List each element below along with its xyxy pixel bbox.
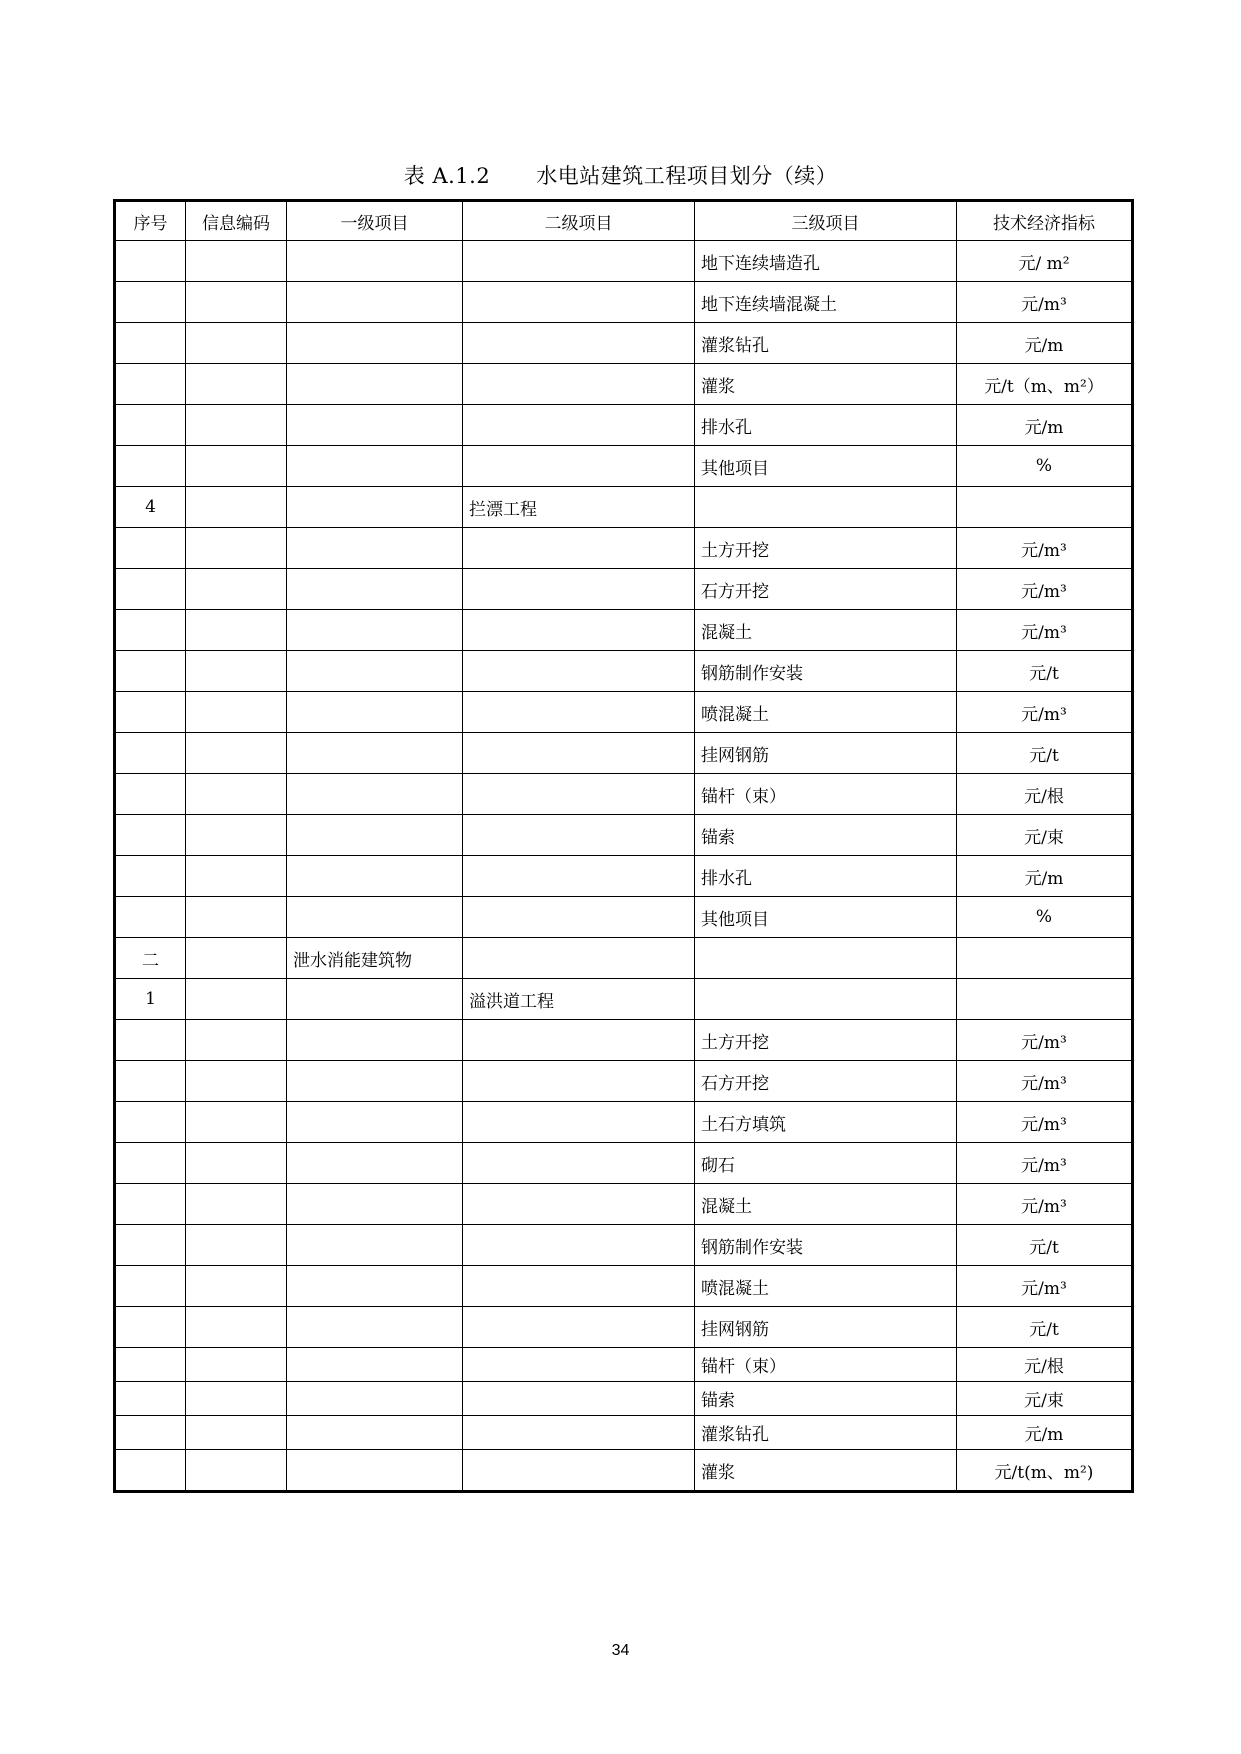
level1-cell (287, 610, 463, 651)
level3-cell: 钢筋制作安装 (695, 1225, 957, 1266)
level2-cell (463, 405, 695, 446)
info-code-cell (186, 364, 287, 405)
header-indicator: 技术经济指标 (957, 201, 1133, 241)
info-code-cell (186, 569, 287, 610)
indicator-cell: 元/t(m、m²) (957, 1450, 1133, 1492)
table-row (115, 979, 1133, 1020)
level2-cell (463, 815, 695, 856)
indicator-cell: 元/m³ (957, 1266, 1133, 1307)
indicator-cell: 元/m (957, 856, 1133, 897)
table-row (115, 241, 1133, 282)
table-header-row (115, 201, 1133, 241)
level3-cell: 钢筋制作安装 (695, 651, 957, 692)
level1-cell (287, 979, 463, 1020)
seq-cell (115, 1307, 186, 1348)
info-code-cell (186, 323, 287, 364)
seq-cell (115, 1143, 186, 1184)
level1-cell (287, 1102, 463, 1143)
table-row (115, 897, 1133, 938)
level2-cell (463, 733, 695, 774)
project-division-table (113, 199, 1134, 1493)
level3-cell: 灌浆 (695, 1450, 957, 1492)
seq-cell (115, 692, 186, 733)
level3-cell: 其他项目 (695, 897, 957, 938)
level1-cell (287, 1184, 463, 1225)
indicator-cell: 元/m³ (957, 692, 1133, 733)
table-row (115, 1020, 1133, 1061)
level2-cell (463, 856, 695, 897)
level2-cell: 拦漂工程 (463, 487, 695, 528)
level1-cell (287, 1416, 463, 1450)
level2-cell (463, 446, 695, 487)
level3-cell: 挂网钢筋 (695, 1307, 957, 1348)
indicator-cell: 元/t (957, 733, 1133, 774)
indicator-cell: 元/m³ (957, 1143, 1133, 1184)
table-row (115, 1266, 1133, 1307)
info-code-cell (186, 405, 287, 446)
level3-cell (695, 487, 957, 528)
seq-cell (115, 241, 186, 282)
table-row (115, 651, 1133, 692)
seq-cell (115, 1416, 186, 1450)
seq-cell (115, 569, 186, 610)
level1-cell: 泄水消能建筑物 (287, 938, 463, 979)
level3-cell: 喷混凝土 (695, 1266, 957, 1307)
indicator-cell: 元/t (957, 651, 1133, 692)
info-code-cell (186, 979, 287, 1020)
level2-cell (463, 1416, 695, 1450)
seq-cell (115, 323, 186, 364)
page-number: 34 (611, 1642, 630, 1659)
table-row (115, 1348, 1133, 1382)
seq-cell (115, 815, 186, 856)
table-row (115, 1102, 1133, 1143)
table-row (115, 1382, 1133, 1416)
seq-cell (115, 1225, 186, 1266)
level1-cell (287, 1143, 463, 1184)
level2-cell (463, 1348, 695, 1382)
level2-cell (463, 1184, 695, 1225)
level3-cell: 石方开挖 (695, 1061, 957, 1102)
header-level1: 一级项目 (287, 201, 463, 241)
level2-cell (463, 1382, 695, 1416)
indicator-cell: % (957, 897, 1133, 938)
level2-cell (463, 1307, 695, 1348)
seq-cell (115, 856, 186, 897)
level1-cell (287, 651, 463, 692)
seq-cell (115, 897, 186, 938)
info-code-cell (186, 815, 287, 856)
seq-cell (115, 446, 186, 487)
indicator-cell: 元/m³ (957, 1102, 1133, 1143)
level1-cell (287, 815, 463, 856)
seq-cell: 二 (115, 938, 186, 979)
indicator-cell (957, 979, 1133, 1020)
level1-cell (287, 1382, 463, 1416)
info-code-cell (186, 446, 287, 487)
seq-cell (115, 1020, 186, 1061)
info-code-cell (186, 1382, 287, 1416)
seq-cell (115, 1450, 186, 1492)
level3-cell (695, 979, 957, 1020)
header-level2: 二级项目 (463, 201, 695, 241)
level3-cell: 排水孔 (695, 405, 957, 446)
info-code-cell (186, 528, 287, 569)
level1-cell (287, 1450, 463, 1492)
table-row (115, 282, 1133, 323)
level1-cell (287, 405, 463, 446)
seq-cell (115, 610, 186, 651)
level1-cell (287, 446, 463, 487)
level3-cell: 锚杆（束） (695, 1348, 957, 1382)
info-code-cell (186, 282, 287, 323)
indicator-cell: 元/ m² (957, 241, 1133, 282)
table-row (115, 1225, 1133, 1266)
level2-cell (463, 1102, 695, 1143)
info-code-cell (186, 1266, 287, 1307)
indicator-cell (957, 938, 1133, 979)
seq-cell (115, 1382, 186, 1416)
level3-cell: 其他项目 (695, 446, 957, 487)
table-row (115, 1416, 1133, 1450)
level1-cell (287, 1348, 463, 1382)
seq-cell (115, 364, 186, 405)
level1-cell (287, 1061, 463, 1102)
info-code-cell (186, 1307, 287, 1348)
level1-cell (287, 569, 463, 610)
indicator-cell: 元/束 (957, 815, 1133, 856)
table-row (115, 364, 1133, 405)
indicator-cell: 元/m³ (957, 569, 1133, 610)
level3-cell: 砌石 (695, 1143, 957, 1184)
level2-cell (463, 1020, 695, 1061)
table-row (115, 1143, 1133, 1184)
level1-cell (287, 1307, 463, 1348)
table-row (115, 569, 1133, 610)
seq-cell: 4 (115, 487, 186, 528)
header-level3: 三级项目 (695, 201, 957, 241)
level3-cell: 锚索 (695, 1382, 957, 1416)
info-code-cell (186, 610, 287, 651)
level3-cell: 挂网钢筋 (695, 733, 957, 774)
indicator-cell (957, 487, 1133, 528)
indicator-cell: 元/m (957, 1416, 1133, 1450)
info-code-cell (186, 1061, 287, 1102)
level2-cell (463, 323, 695, 364)
level1-cell (287, 323, 463, 364)
seq-cell: 1 (115, 979, 186, 1020)
level1-cell (287, 241, 463, 282)
info-code-cell (186, 856, 287, 897)
indicator-cell: 元/t (957, 1307, 1133, 1348)
seq-cell (115, 774, 186, 815)
indicator-cell: 元/m (957, 323, 1133, 364)
info-code-cell (186, 1450, 287, 1492)
level3-cell: 石方开挖 (695, 569, 957, 610)
table-row (115, 856, 1133, 897)
level2-cell (463, 282, 695, 323)
table-title (0, 160, 1241, 190)
indicator-cell: 元/束 (957, 1382, 1133, 1416)
table-row (115, 815, 1133, 856)
level1-cell (287, 1020, 463, 1061)
level3-cell: 灌浆 (695, 364, 957, 405)
info-code-cell (186, 774, 287, 815)
info-code-cell (186, 1225, 287, 1266)
table-number: 表 A.1.2 (403, 164, 491, 188)
seq-cell (115, 1102, 186, 1143)
level3-cell: 混凝土 (695, 610, 957, 651)
level3-cell: 排水孔 (695, 856, 957, 897)
level3-cell: 灌浆钻孔 (695, 323, 957, 364)
table-row (115, 446, 1133, 487)
table-row (115, 487, 1133, 528)
level3-cell: 混凝土 (695, 1184, 957, 1225)
header-seq: 序号 (115, 201, 186, 241)
table-row (115, 1184, 1133, 1225)
info-code-cell (186, 1102, 287, 1143)
level2-cell (463, 241, 695, 282)
level2-cell (463, 938, 695, 979)
level2-cell (463, 569, 695, 610)
level2-cell (463, 528, 695, 569)
seq-cell (115, 282, 186, 323)
indicator-cell: 元/m³ (957, 1061, 1133, 1102)
level1-cell (287, 1266, 463, 1307)
indicator-cell: 元/根 (957, 774, 1133, 815)
table-title-text: 水电站建筑工程项目划分（续） (536, 164, 838, 188)
level2-cell (463, 1061, 695, 1102)
level3-cell: 土方开挖 (695, 528, 957, 569)
table-row (115, 733, 1133, 774)
table-body (115, 241, 1133, 1492)
level1-cell (287, 856, 463, 897)
level1-cell (287, 733, 463, 774)
level3-cell: 土方开挖 (695, 1020, 957, 1061)
level1-cell (287, 1225, 463, 1266)
info-code-cell (186, 1416, 287, 1450)
indicator-cell: 元/m³ (957, 610, 1133, 651)
level3-cell: 地下连续墙混凝土 (695, 282, 957, 323)
info-code-cell (186, 1184, 287, 1225)
info-code-cell (186, 692, 287, 733)
level2-cell (463, 1450, 695, 1492)
indicator-cell: 元/m (957, 405, 1133, 446)
level1-cell (287, 528, 463, 569)
seq-cell (115, 651, 186, 692)
level1-cell (287, 282, 463, 323)
level1-cell (287, 692, 463, 733)
indicator-cell: % (957, 446, 1133, 487)
table-row (115, 1450, 1133, 1492)
seq-cell (115, 1184, 186, 1225)
level2-cell (463, 1266, 695, 1307)
info-code-cell (186, 1020, 287, 1061)
info-code-cell (186, 897, 287, 938)
table-row (115, 323, 1133, 364)
level2-cell (463, 1225, 695, 1266)
indicator-cell: 元/根 (957, 1348, 1133, 1382)
level3-cell: 锚杆（束） (695, 774, 957, 815)
seq-cell (115, 1061, 186, 1102)
info-code-cell (186, 1143, 287, 1184)
table-row (115, 692, 1133, 733)
seq-cell (115, 528, 186, 569)
table-row (115, 938, 1133, 979)
info-code-cell (186, 733, 287, 774)
level2-cell (463, 1143, 695, 1184)
level2-cell (463, 774, 695, 815)
indicator-cell: 元/t (957, 1225, 1133, 1266)
level2-cell (463, 651, 695, 692)
level1-cell (287, 364, 463, 405)
seq-cell (115, 1348, 186, 1382)
seq-cell (115, 733, 186, 774)
indicator-cell: 元/t（m、m²） (957, 364, 1133, 405)
seq-cell (115, 405, 186, 446)
level3-cell: 灌浆钻孔 (695, 1416, 957, 1450)
table-row (115, 610, 1133, 651)
level2-cell (463, 364, 695, 405)
indicator-cell: 元/m³ (957, 282, 1133, 323)
indicator-cell: 元/m³ (957, 528, 1133, 569)
level3-cell (695, 938, 957, 979)
info-code-cell (186, 938, 287, 979)
level2-cell (463, 692, 695, 733)
info-code-cell (186, 1348, 287, 1382)
level2-cell (463, 897, 695, 938)
info-code-cell (186, 487, 287, 528)
level3-cell: 土石方填筑 (695, 1102, 957, 1143)
level3-cell: 地下连续墙造孔 (695, 241, 957, 282)
table-row (115, 1307, 1133, 1348)
level1-cell (287, 487, 463, 528)
table-row (115, 774, 1133, 815)
info-code-cell (186, 241, 287, 282)
header-info-code: 信息编码 (186, 201, 287, 241)
seq-cell (115, 1266, 186, 1307)
table-row (115, 405, 1133, 446)
level1-cell (287, 774, 463, 815)
level3-cell: 喷混凝土 (695, 692, 957, 733)
indicator-cell: 元/m³ (957, 1020, 1133, 1061)
table-row (115, 1061, 1133, 1102)
level3-cell: 锚索 (695, 815, 957, 856)
level2-cell: 溢洪道工程 (463, 979, 695, 1020)
level2-cell (463, 610, 695, 651)
indicator-cell: 元/m³ (957, 1184, 1133, 1225)
table-row (115, 528, 1133, 569)
info-code-cell (186, 651, 287, 692)
level1-cell (287, 897, 463, 938)
